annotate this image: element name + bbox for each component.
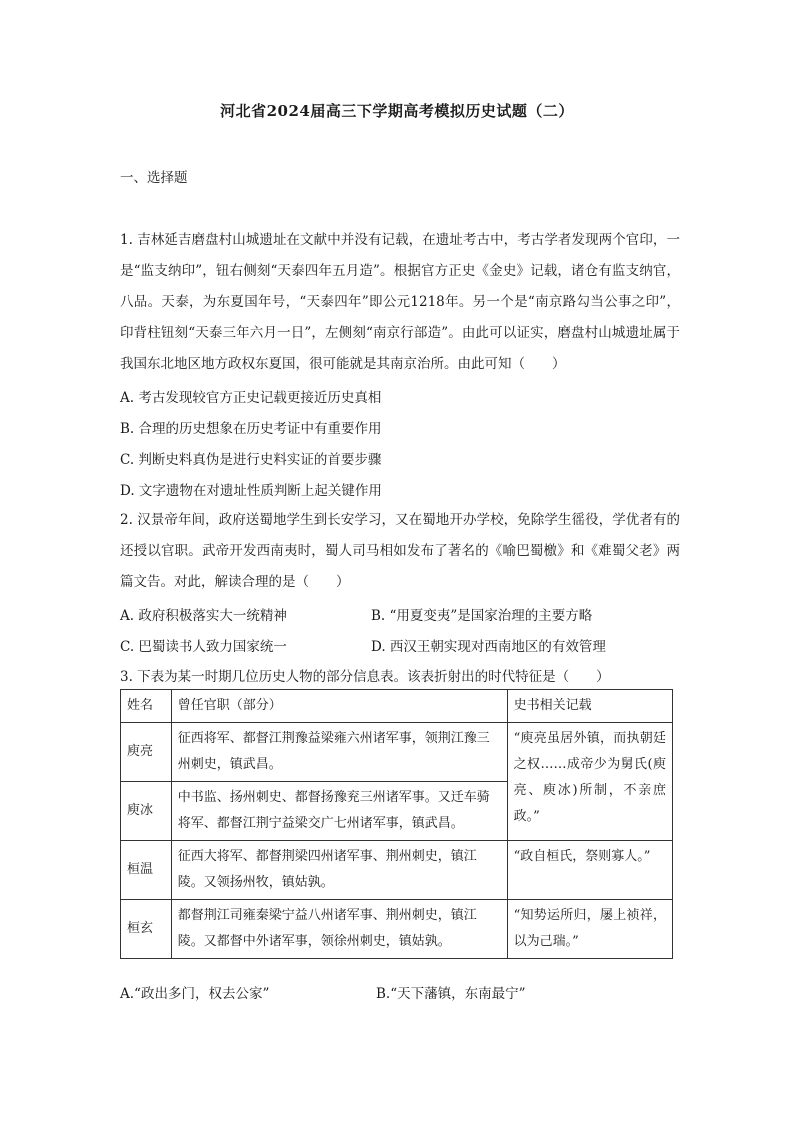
question-2-option-b: B. “用夏变夷”是国家治理的主要方略 <box>371 608 593 624</box>
question-2-stem: 2. 汉景帝年间，政府送蜀地学生到长安学习，又在蜀地开办学校，免除学生徭役，学优者有的还授以官职。武帝开发西南夷时，蜀人司马相如发布了著名的《喻巴蜀檄》和《难蜀父老》两篇文告。对此，解读合理的是（ ） <box>120 512 680 590</box>
table-header-row <box>121 690 673 723</box>
question-1-option-a: A. 考古发现较官方正史记载更接近历史真相 <box>120 390 382 406</box>
table-cell-record: “知势运所归，屡上祯祥，以为己瑞。” <box>507 900 672 959</box>
section-heading: 一、选择题 <box>120 170 188 186</box>
question-2-option-a: A. 政府积极落实大一统精神 <box>120 608 287 624</box>
history-figures-table <box>120 689 673 959</box>
table-cell-name: 桓温 <box>121 841 172 900</box>
table-header-name: 姓名 <box>121 690 172 723</box>
table-header-office: 曾任官职（部分） <box>171 690 507 723</box>
question-1-stem: 1. 吉林延吉磨盘村山城遗址在文献中并没有记载，在遗址考古中，考古学者发现两个官印，一是“监支纳印”，钮右侧刻“天泰四年五月造”。根据官方正史《金史》记载，诸仓有监支纳官，八品。天泰，为东夏国年号，“天泰四年”即公元1218年。另一个是“南京路勾当公事之印”，印背柱钮刻“天泰三年六月一日”，左侧刻“南京行部造”。由此可以证实，磨盘村山城遗址属于我国东北地区地方政权东夏国，很可能就是其南京治所。由此可知（ ） <box>120 232 680 372</box>
question-1-option-d: D. 文字遗物在对遗址性质判断上起关键作用 <box>120 483 382 499</box>
question-3-option-a: A.“政出多门，权去公家” <box>120 986 270 1002</box>
table-cell-record: “政自桓氏，祭则寡人。” <box>507 841 672 900</box>
question-3-option-b: B.“天下藩镇，东南最宁” <box>376 986 526 1002</box>
table-row <box>121 900 673 959</box>
table-cell-name: 庾冰 <box>121 782 172 841</box>
question-3-stem: 3. 下表为某一时期几位历史人物的部分信息表。该表折射出的时代特征是（ ） <box>120 669 610 685</box>
table-cell-record: “庾亮虽居外镇，而执朝廷之权……成帝少为舅氏(庾亮、庾冰)所制，不亲庶政。” <box>507 723 672 841</box>
table-cell-office: 征西大将军、都督荆梁四州诸军事、荆州刺史，镇江陵。又领扬州牧，镇姑孰。 <box>171 841 507 900</box>
table-cell-name: 桓玄 <box>121 900 172 959</box>
question-2-option-d: D. 西汉王朝实现对西南地区的有效管理 <box>371 639 606 655</box>
table-row <box>121 841 673 900</box>
table-cell-office: 征西将军、都督江荆豫益梁雍六州诸军事，领荆江豫三州刺史，镇武昌。 <box>171 723 507 782</box>
table-cell-name: 庾亮 <box>121 723 172 782</box>
page-title: 河北省2024届高三下学期高考模拟历史试题（二） <box>220 102 574 120</box>
question-2-option-c: C. 巴蜀读书人致力国家统一 <box>120 639 287 655</box>
table-row <box>121 723 673 782</box>
question-1-option-b: B. 合理的历史想象在历史考证中有重要作用 <box>120 421 382 437</box>
question-1-option-c: C. 判断史料真伪是进行史料实证的首要步骤 <box>120 452 382 468</box>
table-cell-office: 都督荆江司雍秦梁宁益八州诸军事、荆州刺史，镇江陵。又都督中外诸军事，领徐州刺史，镇姑孰。 <box>171 900 507 959</box>
table-cell-office: 中书监、扬州刺史、都督扬豫兖三州诸军事。又迁车骑将军、都督江荆宁益梁交广七州诸军事，镇武昌。 <box>171 782 507 841</box>
table-header-record: 史书相关记载 <box>507 690 672 723</box>
